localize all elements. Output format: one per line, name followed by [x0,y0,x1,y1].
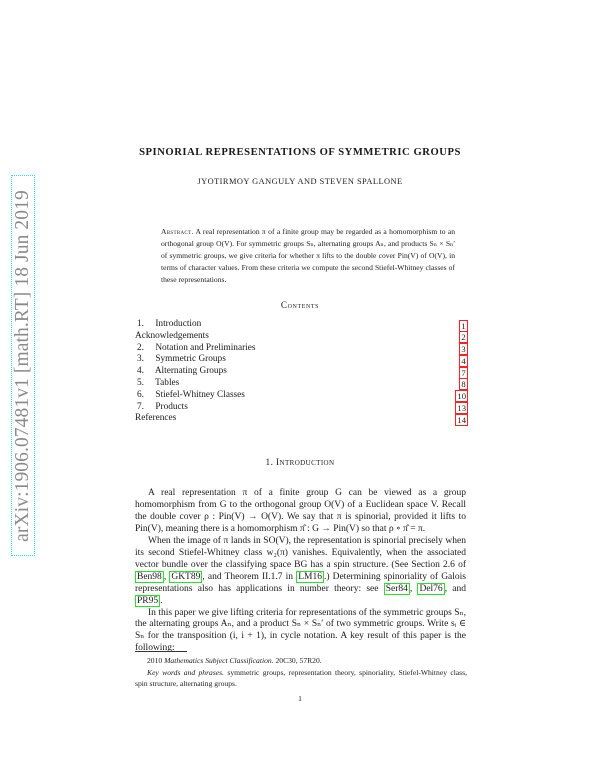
keywords-label: Key words and phrases. [147,667,225,677]
toc-entry-acknowledgements[interactable] [135,331,468,343]
toc-entry-notation[interactable] [135,343,468,355]
footnote-keywords [135,667,467,690]
citation-link[interactable]: LM16 [298,571,322,582]
paper-title: SPINORIAL REPRESENTATIONS OF SYMMETRIC GROUPS [139,147,461,158]
toc-entry-symmetric-groups[interactable] [135,354,468,366]
text-run: When the image of π lands in SO(V), the representation is spinorial precisely when its second Stiefel-Whitney class w₂(π) vanishes. Equivalently, when the associated vector bundle over the classifying space BG has a spin structure. (See Section 2.6 of [135,535,466,570]
toc-title[interactable]: Symmetric Groups [155,354,226,365]
toc-number: 2. [137,342,144,353]
text-run: , [163,571,170,582]
toc-title[interactable]: References [135,413,177,424]
toc-page-link[interactable]: 8 [459,378,468,390]
toc-page-link[interactable]: 2 [459,331,468,343]
keywords-text: symmetric groups, representation theory, spinoriality, Stiefel-Whitney class, spin structure, alternating groups. [135,667,467,688]
toc-number: 7. [137,401,144,412]
abstract [161,226,455,286]
toc-page-link[interactable]: 3 [459,343,468,355]
toc-number: 6. [137,389,144,400]
citation-link[interactable]: Ben98 [137,571,162,582]
arxiv-stamp-text: arXiv:1906.07481v1 [math.RT] 18 Jun 2019 [12,189,33,542]
citation-link[interactable]: PR95 [137,595,159,606]
toc-title[interactable]: Introduction [155,319,202,329]
toc-page-link[interactable]: 7 [459,367,468,379]
toc-page-link[interactable]: 4 [459,355,468,367]
text-run: . [160,595,163,606]
toc-entry-introduction[interactable] [135,319,468,331]
toc-entry-stiefel-whitney[interactable] [135,390,468,402]
citation-link[interactable]: Ser84 [385,583,408,594]
toc-number: 4. [137,366,144,377]
contents-heading: Contents [280,300,320,310]
toc-title[interactable]: Products [155,401,188,412]
text-run: , and Theorem II.1.7 in [202,571,297,582]
paragraph: In this paper we give lifting criteria for representations of the symmetric groups Sₙ, the alternating groups Aₙ, and a product Sₙ × Sₙ′ of two symmetric groups. Write sᵢ ∈ Sₙ for the transposition (i, i + 1), in cycle notation. A key result of this paper is the following: [135,607,466,654]
text-run: , [409,583,418,594]
toc-page-link[interactable]: 13 [457,403,466,414]
paragraph: A real representation π of a finite group G can be viewed as a group homomorphism from G to the orthogonal group O(V) of a Euclidean space V. Recall the double cover ρ : Pin(V) → O(V). We say that π is spinorial, provided it lifts to Pin(V), meaning there is a homomorphism π̂ : G → Pin(V) so that ρ ∘ π̂ = π. [135,488,466,534]
footnote-msc [135,655,467,667]
toc-page-link[interactable]: 14 [457,414,466,425]
text-run: .) Determining spinoriality of Galois representations also has applications in number theory: see [135,571,467,594]
page-number: 1 [298,694,302,703]
msc-label: Mathematics Subject Classification. [164,656,274,665]
table-of-contents [135,319,468,425]
toc-title[interactable]: Notation and Preliminaries [155,342,256,353]
toc-number: 1. [137,319,144,329]
toc-entry-products[interactable] [135,402,468,414]
paragraph [135,536,466,608]
msc-year: 2010 [147,656,163,665]
toc-entry-references[interactable] [135,413,468,425]
toc-title[interactable]: Acknowledgements [135,330,209,341]
citation-link[interactable]: Del76 [419,583,443,594]
footnotes [135,655,467,690]
citation-link[interactable]: GKT89 [171,571,201,582]
section-heading-introduction: 1. Introduction [265,458,335,468]
toc-title[interactable]: Tables [155,377,180,388]
abstract-label: Abstract. [161,227,194,236]
toc-title[interactable]: Alternating Groups [154,366,227,377]
msc-codes: 20C30, 57R20. [275,656,322,665]
toc-page-link[interactable]: 1 [459,320,468,332]
arxiv-stamp [11,175,35,556]
toc-page-link[interactable]: 10 [457,391,466,402]
toc-title[interactable]: Stiefel-Whitney Classes [155,389,245,400]
footnote-rule [135,651,187,652]
toc-number: 5. [137,377,144,388]
introduction-body [135,488,466,655]
abstract-text: A real representation π of a finite group may be regarded as a homomorphism to an orthogonal group O(V). For symmetric groups Sₙ, alternating groups Aₙ, and products Sₙ × Sₙ′ of symmetric groups, we give criteria for whether π lifts to the double cover Pin(V) of O(V), in terms of character values. From these criteria we compute the second Stiefel-Whitney classes of these representations. [161,227,455,284]
paper-authors: JYOTIRMOY GANGULY AND STEVEN SPALLONE [197,177,403,186]
toc-entry-alternating-groups[interactable] [135,366,468,378]
toc-entry-tables[interactable] [135,378,468,390]
toc-number: 3. [137,354,144,365]
text-run: , and [444,583,467,594]
